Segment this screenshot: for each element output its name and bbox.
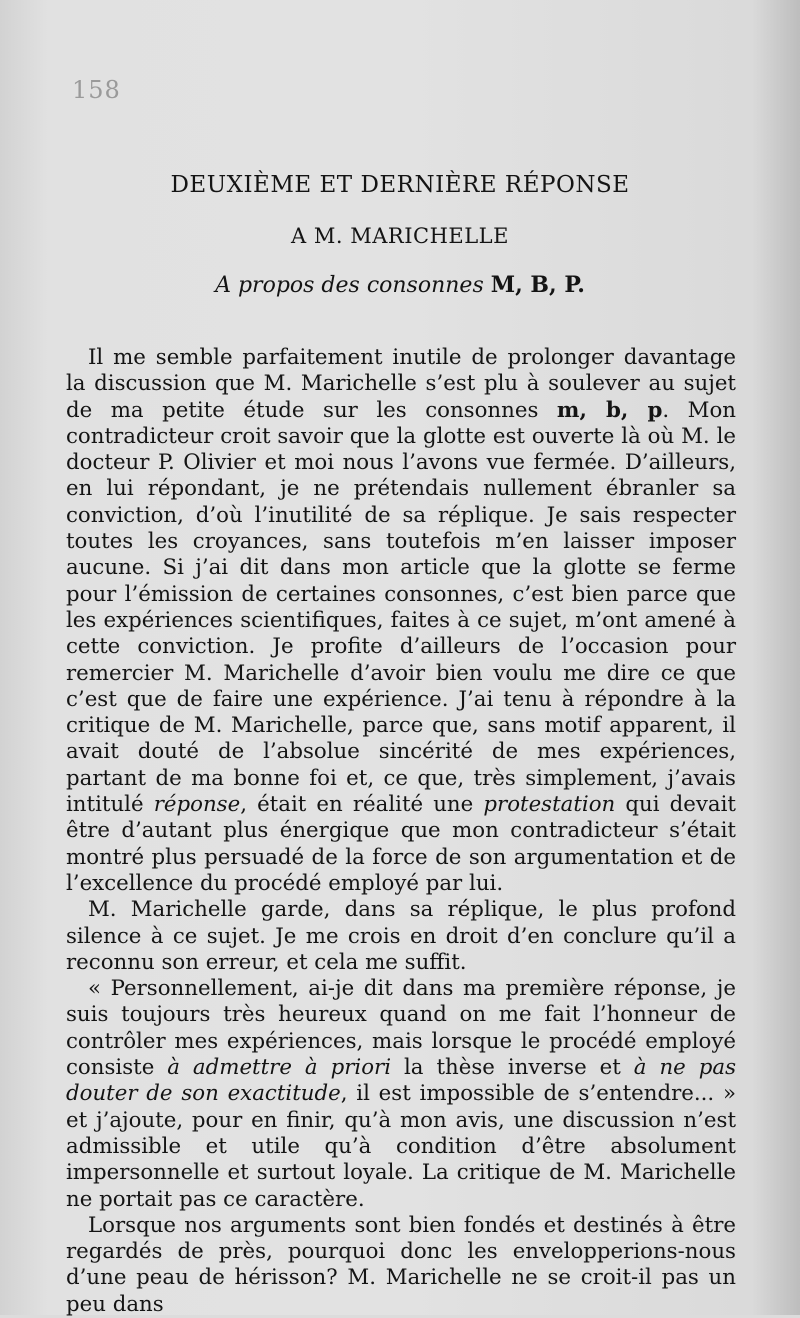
- paragraph-3: [66, 976, 736, 1213]
- topic-consonants: M, B, P.: [490, 272, 585, 298]
- p3-emphasis-exactitude: à ne pas douter de son exactitude: [66, 1055, 736, 1107]
- p1-text-d: qui devait être d’autant plus énergique que mon contradicteur s’était montré plus persuadé de la force de son argumentation et de l’excellence du procédé employé par lui.: [66, 792, 736, 896]
- article-topic: [0, 270, 800, 301]
- p1-text-b: . Mon contradicteur croit savoir que la glotte est ouverte là où M. le docteur P. Olivier et moi nous l’avons vue fermée. D’ailleurs, en lui répondant, je ne prétendais nullement ébranler sa conviction, d’où l’inutilité de sa réplique. Je sais respecter toutes les croyances, sans toutefois m’en laisser imposer aucune. Si j’ai dit dans mon article que la glotte se ferme pour l’émission de certaines consonnes, c’est bien parce que les expériences scientifiques, faites à ce sujet, m’ont amené à cette conviction. Je profite d’ailleurs de l’occasion pour remercier M. Marichelle d’avoir bien voulu me dire ce que c’est que de faire une expérience. J’ai tenu à répondre à la critique de M. Marichelle, parce que, sans motif apparent, il avait douté de l’absolue sincérité de mes expériences, partant de ma bonne foi et, ce que, très simplement, j’avais intitulé: [66, 397, 736, 818]
- p3-text-a: « Personnellement, ai-je dit dans ma première réponse, je suis toujours très heureux quand on me fait l’honneur de contrôler mes expériences, mais lorsque le procédé employé consiste: [66, 976, 736, 1081]
- paragraph-4: Lorsque nos arguments sont bien fondés et destinés à être regardés de près, pourquoi donc les envelopperions-nous d’une peau de hérisson? M. Marichelle ne se croit-il pas un peu dans: [66, 1212, 736, 1317]
- paragraph-1: [66, 345, 736, 897]
- article-body: [66, 345, 736, 1318]
- p3-text-b: la thèse inverse et: [403, 1055, 621, 1081]
- p1-consonants: m, b, p: [556, 397, 663, 423]
- topic-prefix: A propos des consonnes: [215, 273, 484, 298]
- p1-emphasis-protestation: protestation: [483, 792, 616, 818]
- paragraph-2: M. Marichelle garde, dans sa réplique, le plus profond silence à ce sujet. Je me crois en droit d’en conclure qu’il a reconnu son erreur, et cela me suffit.: [66, 897, 736, 975]
- p3-emphasis-admettre: à admettre à priori: [167, 1055, 392, 1081]
- article-title: DEUXIÈME ET DERNIÈRE RÉPONSE: [170, 172, 630, 198]
- p3-text-c: , il est impossible de s’entendre... » et j’ajoute, pour en finir, qu’à mon avis, une discussion n’est admissible et utile qu’à condition d’être absolument impersonnelle et surtout loyale. La critique de M. Marichelle ne portait pas ce caractère.: [66, 1081, 736, 1212]
- p1-emphasis-reponse: réponse: [153, 792, 241, 818]
- page-number: 158: [72, 76, 121, 104]
- article-addressee: A M. MARICHELLE: [291, 224, 509, 248]
- article-heading: [0, 170, 800, 301]
- p1-text-c: , était en réalité une: [240, 792, 474, 818]
- p1-text-a: Il me semble parfaitement inutile de prolonger davantage la discussion que M. Marichelle s’est plu à soulever au sujet de ma petite étude sur les consonnes: [66, 345, 736, 423]
